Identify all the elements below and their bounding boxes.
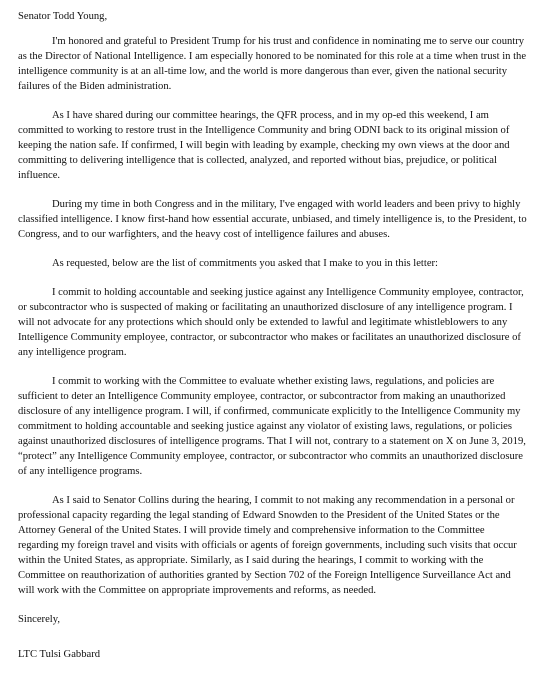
salutation: Senator Todd Young, bbox=[18, 11, 108, 22]
paragraph-commitment-snowden-702: As I said to Senator Collins during the hearing, I commit to not making any recommendation in a personal or professional capacity regarding the legal standing of Edward Snowden to the President of the United States or the Attorney General of the United States. I will provide timely and comprehensive information to the Committee regarding my foreign travel and visits with officials or agents of foreign governments, including such visits that occur within the United States, as appropriate. Similarly, as I said during the hearings, I commit to working with the Committee on reauthorization of authorities granted by Section 702 of the Foreign Intelligence Surveillance Act and will work with the Committee on appropriate improvements and reforms, as needed. bbox=[18, 495, 517, 596]
paragraph-intro: I'm honored and grateful to President Trump for his trust and confidence in nominating me to serve our country as the Director of National Intelligence. I am especially honored to be nominated for this role at a time when trust in the intelligence community is at an all-time low, and the world is more dangerous than ever, given the national security failures of the Biden administration. bbox=[18, 36, 527, 92]
paragraph-restore-trust: As I have shared during our committee hearings, the QFR process, and in my op-ed this weekend, I am committed to working to restore trust in the Intelligence Community and bring ODNI back to its original mission of keeping the nation safe. If confirmed, I will begin with leading by example, checking my own views at the door and committing to delivering intelligence that is collected, analyzed, and reported without bias, prejudice, or political influence. bbox=[18, 110, 510, 181]
paragraph-commitment-laws: I commit to working with the Committee to evaluate whether existing laws, regulations, and policies are sufficient to deter an Intelligence Community employee, contractor, or subcontractor from making an unauthorized disclosure of any intelligence program. I will, if confirmed, communicate explicitly to the Intelligence Community my commitment to holding accountable and seeking justice against any violator of existing laws, regulations, or policies against unauthorized disclosures of intelligence programs. That I will not, contrary to a statement on X on June 3, 2019, “protect” any Intelligence Community employee, contractor, or subcontractor who commits an unauthorized disclosure of any intelligence programs. bbox=[18, 376, 526, 477]
paragraph-commitments-intro: As requested, below are the list of commitments you asked that I make to you in this letter: bbox=[52, 258, 438, 269]
paragraph-commitment-accountability: I commit to holding accountable and seeking justice against any Intelligence Community employee, contractor, or subcontractor who is suspected of making or facilitating an unauthorized disclosure of any intelligence program. I will not advocate for any protections which should only be extended to lawful and legitimate whistleblowers to any Intelligence Community employee, contractor, or subcontractor who makes or facilitates an unauthorized disclosure of any intelligence program. bbox=[18, 287, 524, 358]
closing: Sincerely, bbox=[18, 614, 60, 625]
signature: LTC Tulsi Gabbard bbox=[18, 649, 101, 660]
paragraph-experience: During my time in both Congress and in the military, I've engaged with world leaders and been privy to highly classified intelligence. I know first-hand how essential accurate, unbiased, and timely intelligence is, to the President, to Congress, and to our warfighters, and the heavy cost of intelligence failures and abuses. bbox=[18, 199, 527, 240]
